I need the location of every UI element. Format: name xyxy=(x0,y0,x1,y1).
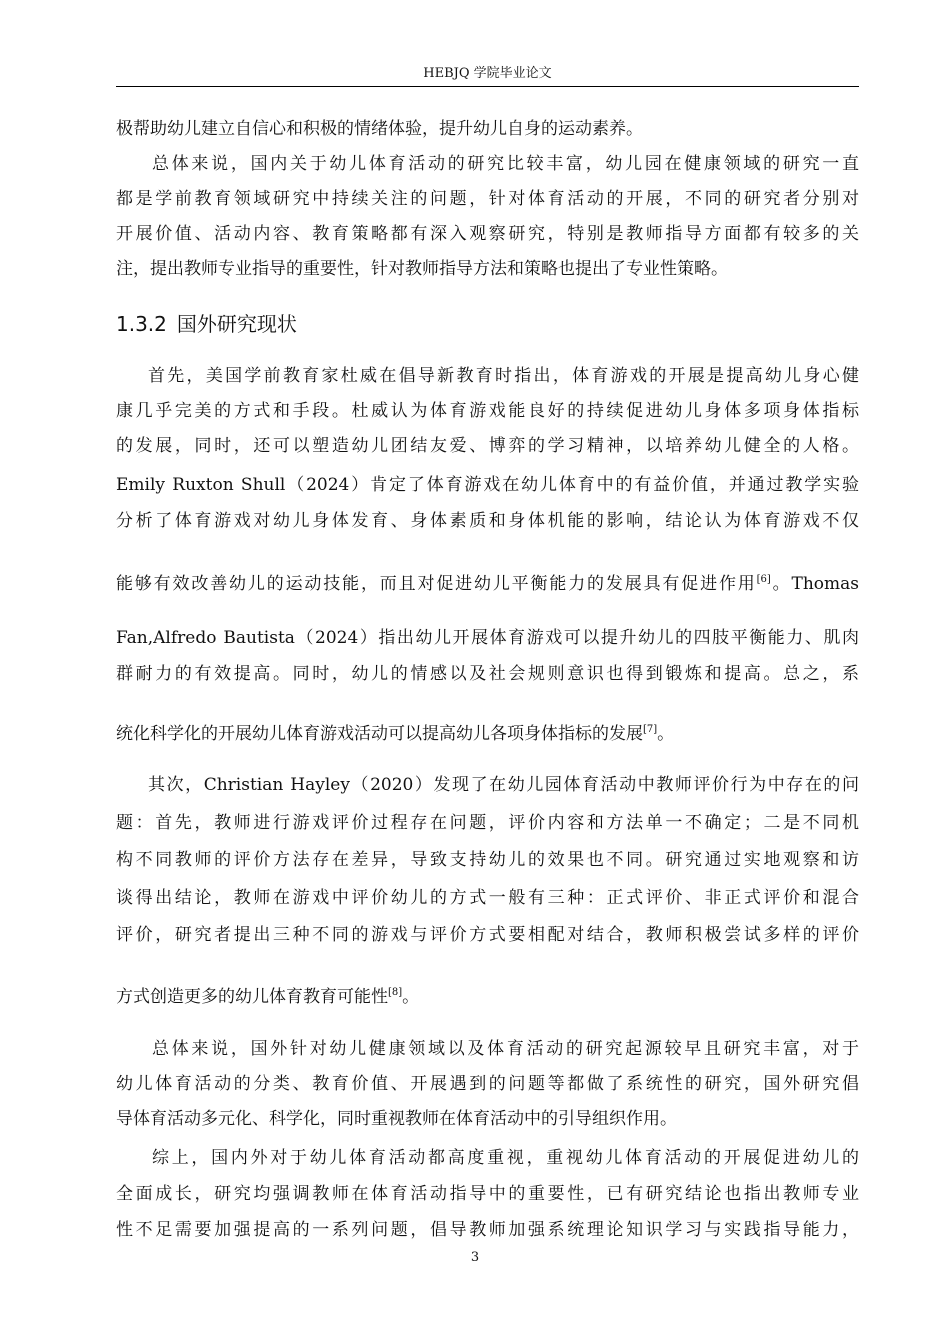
page-number: 3 xyxy=(470,1250,480,1265)
text-line: Emily Ruxton Shull（2024）肯定了体育游戏在幼儿体育中的有益价值，并通过教学实验 xyxy=(116,475,859,495)
citation-8: [8] xyxy=(388,987,403,998)
text-line: 其次，Christian Hayley（2020）发现了在幼儿园体育活动中教师评价行为中存在的问 xyxy=(148,775,859,795)
text-line xyxy=(116,721,859,747)
text-line-body: 统化科学化的开展幼儿体育游戏活动可以提高幼儿各项身体指标的发展 xyxy=(116,724,643,744)
text-line: 极帮助幼儿建立自信心和积极的情绪体验，提升幼儿自身的运动素养。 xyxy=(116,119,643,139)
text-line: 分析了体育游戏对幼儿身体发育、身体素质和身体机能的影响，结论认为体育游戏不仅 xyxy=(116,511,859,531)
section-heading xyxy=(116,310,297,338)
section-number: 1.3.2 xyxy=(116,312,167,336)
text-line-tail: 。 xyxy=(657,724,675,744)
text-line-body: 能够有效改善幼儿的运动技能，而且对促进幼儿平衡能力的发展具有促进作用 xyxy=(116,574,757,594)
text-line: 构不同教师的评价方法存在差异，导致支持幼儿的效果也不同。研究通过实地观察和访 xyxy=(116,850,859,870)
text-line-tail: 。 xyxy=(402,987,420,1007)
text-line: 开展价值、活动内容、教育策略都有深入观察研究，特别是教师指导方面都有较多的关 xyxy=(116,224,859,244)
text-line: 群耐力的有效提高。同时，幼儿的情感以及社会规则意识也得到锻炼和提高。总之，系 xyxy=(116,664,859,684)
text-line: Fan,Alfredo Bautista（2024）指出幼儿开展体育游戏可以提升幼儿的四肢平衡能力、肌肉 xyxy=(116,628,859,648)
text-line: 导体育活动多元化、科学化，同时重视教师在体育活动中的引导组织作用。 xyxy=(116,1109,677,1129)
text-line: 综上，国内外对于幼儿体育活动都高度重视，重视幼儿体育活动的开展促进幼儿的 xyxy=(152,1148,859,1168)
citation-7: [7] xyxy=(643,724,658,735)
text-line: 评价，研究者提出三种不同的游戏与评价方式要相配对结合，教师积极尝试多样的评价 xyxy=(116,925,859,945)
citation-6: [6] xyxy=(756,574,771,585)
text-line-body: 方式创造更多的幼儿体育教育可能性 xyxy=(116,987,388,1007)
text-line: 总体来说，国内关于幼儿体育活动的研究比较丰富，幼儿园在健康领域的研究一直 xyxy=(152,154,859,174)
text-line: 都是学前教育领域研究中持续关注的问题，针对体育活动的开展，不同的研究者分别对 xyxy=(116,189,859,209)
text-line: 的发展，同时，还可以塑造幼儿团结友爱、博弈的学习精神，以培养幼儿健全的人格。 xyxy=(116,436,859,456)
text-line: 谈得出结论，教师在游戏中评价幼儿的方式一般有三种：正式评价、非正式评价和混合 xyxy=(116,888,859,908)
text-line xyxy=(116,984,859,1010)
text-line: 幼儿体育活动的分类、教育价值、开展遇到的问题等都做了系统性的研究，国外研究倡 xyxy=(116,1074,859,1094)
text-line: 题：首先，教师进行游戏评价过程存在问题，评价内容和方法单一不确定；二是不同机 xyxy=(116,813,859,833)
text-line: 全面成长，研究均强调教师在体育活动指导中的重要性，已有研究结论也指出教师专业 xyxy=(116,1184,859,1204)
text-line: 首先，美国学前教育家杜威在倡导新教育时指出，体育游戏的开展是提高幼儿身心健 xyxy=(148,366,859,386)
running-header: HEBJQ 学院毕业论文 xyxy=(116,66,859,87)
text-line xyxy=(116,571,859,597)
section-title: 国外研究现状 xyxy=(176,312,297,336)
text-line: 康几乎完美的方式和手段。杜威认为体育游戏能良好的持续促进幼儿身体多项身体指标 xyxy=(116,401,859,421)
text-line-tail: 。Thomas xyxy=(770,574,859,594)
text-line: 总体来说，国外针对幼儿健康领域以及体育活动的研究起源较早且研究丰富，对于 xyxy=(152,1039,859,1059)
text-line: 性不足需要加强提高的一系列问题，倡导教师加强系统理论知识学习与实践指导能力， xyxy=(116,1220,859,1240)
text-line: 注，提出教师专业指导的重要性，针对教师指导方法和策略也提出了专业性策略。 xyxy=(116,259,728,279)
